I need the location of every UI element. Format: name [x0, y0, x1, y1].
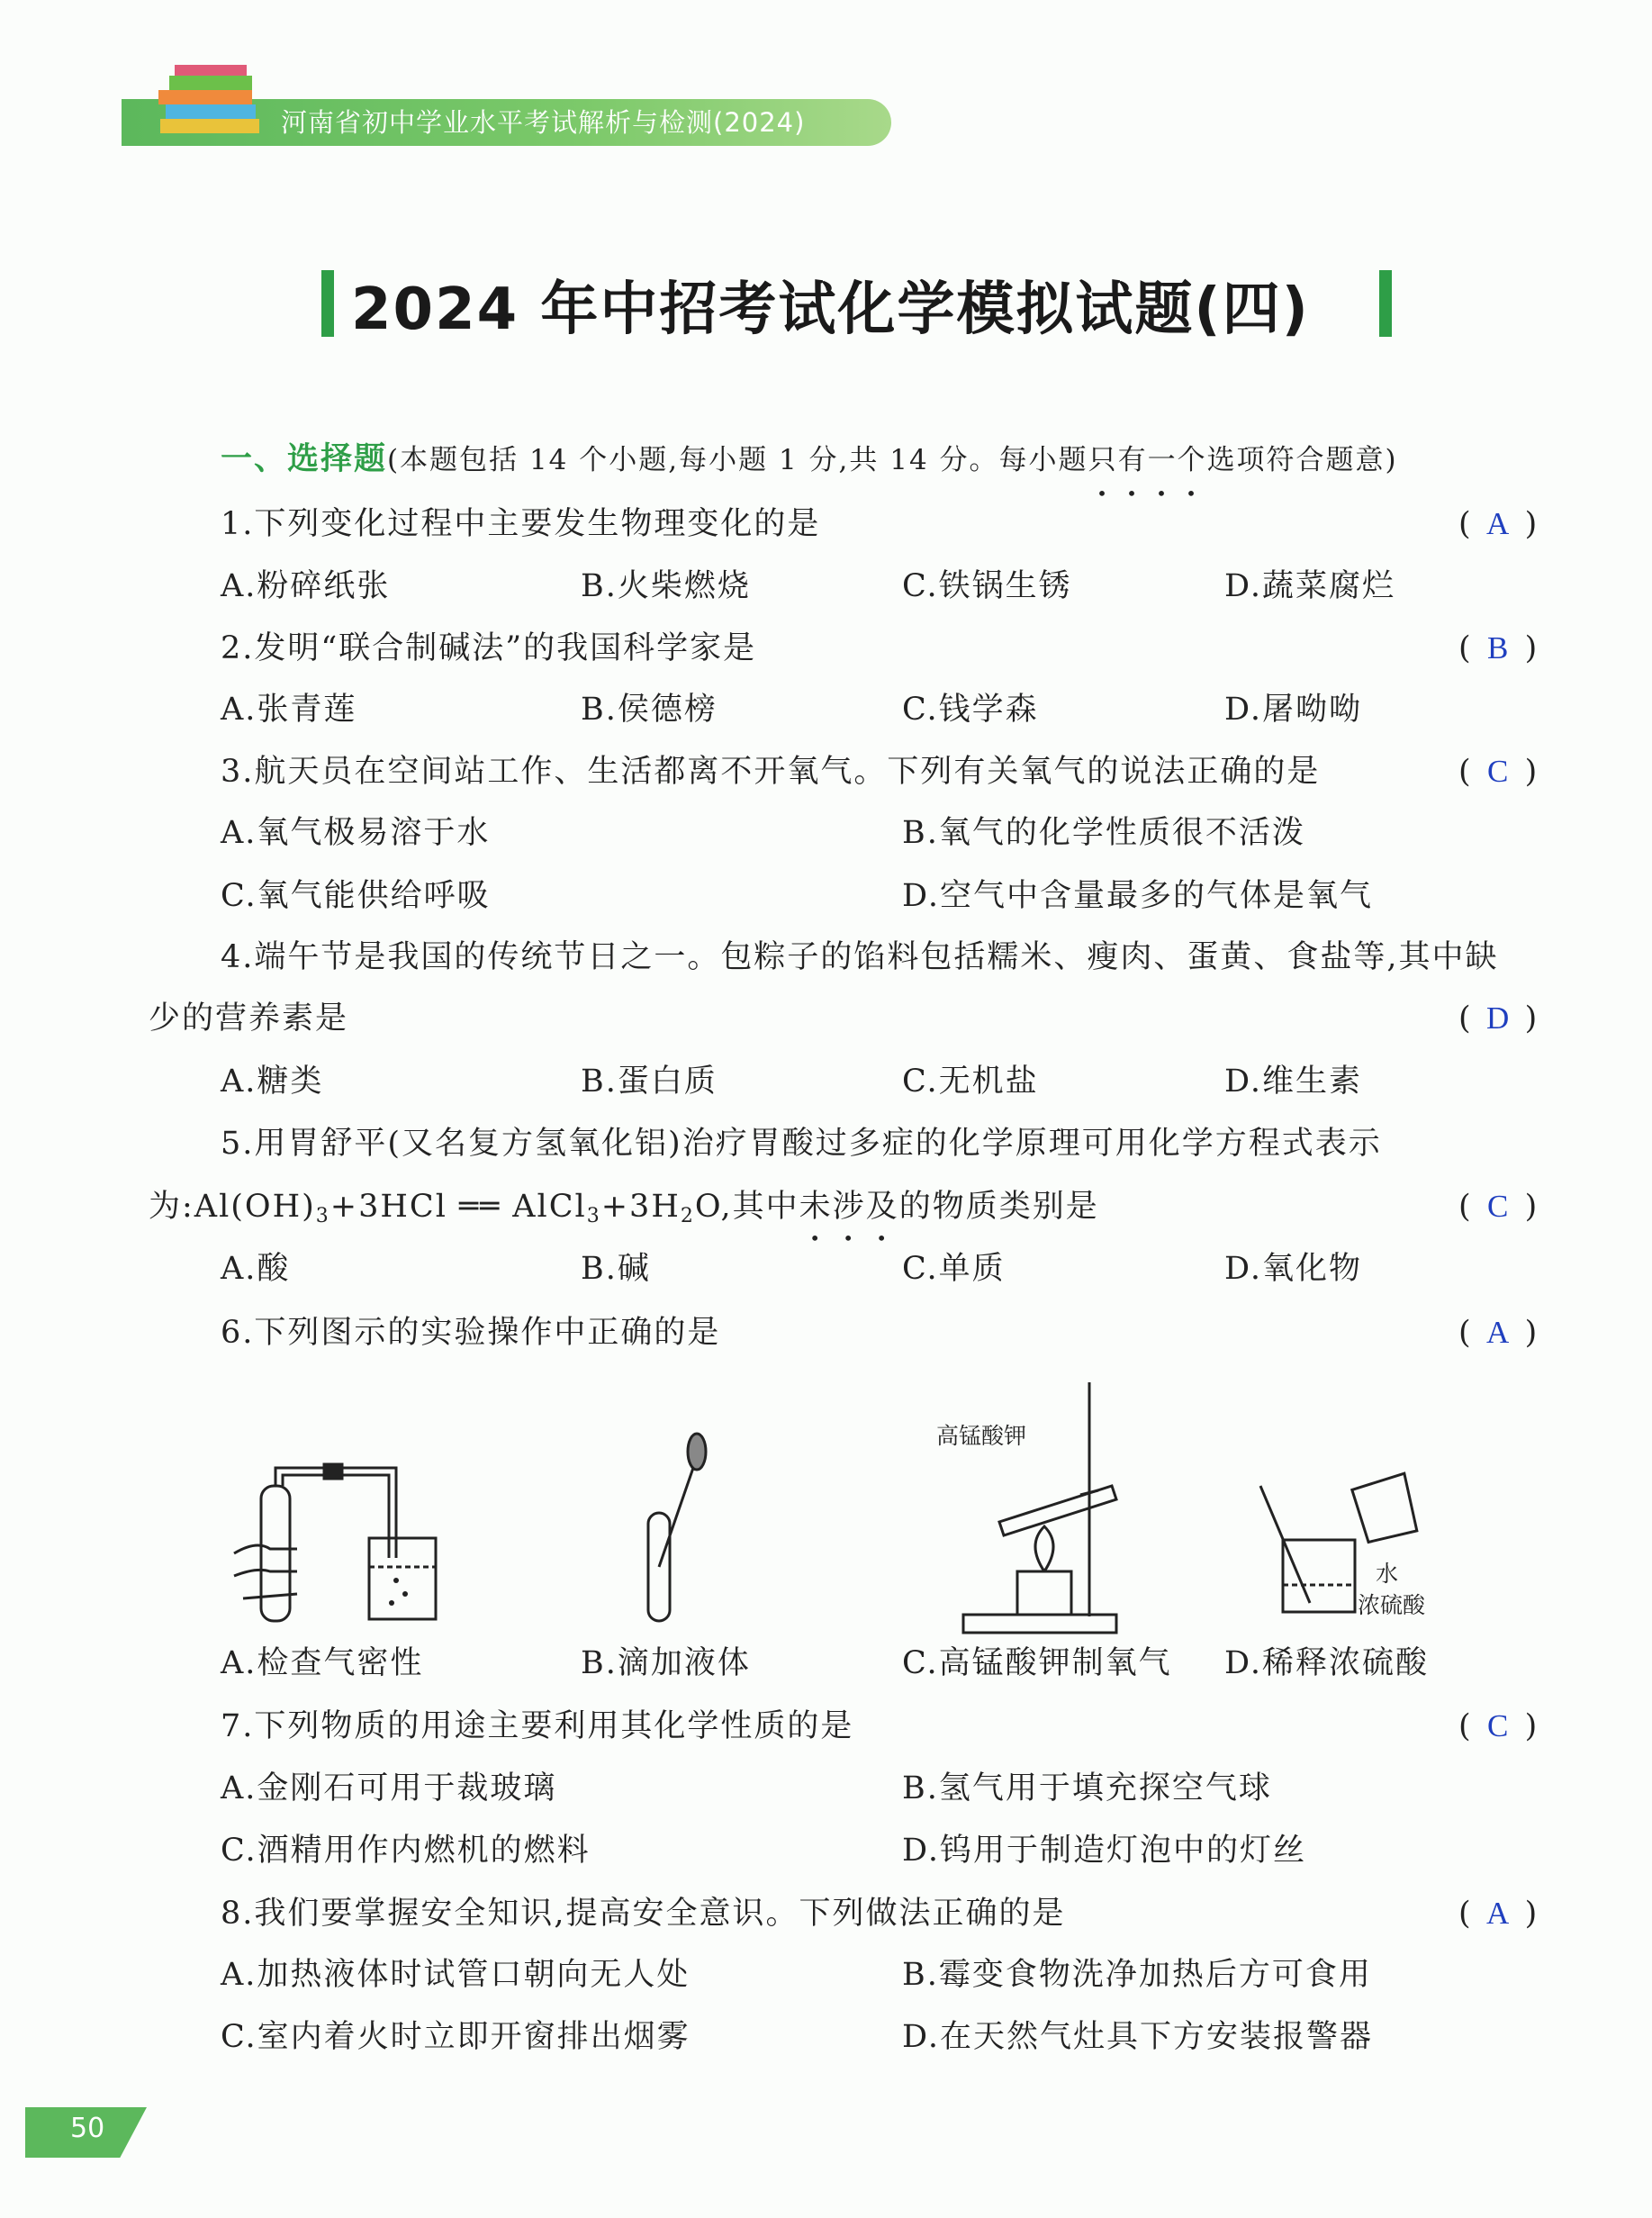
section-title: 一、选择题 — [221, 441, 388, 477]
title-bar-left — [321, 270, 334, 337]
question-4-answer: ( D ) — [1458, 996, 1537, 1041]
option: B.火柴燃烧 — [581, 568, 751, 604]
option: C.单质 — [902, 1251, 1006, 1287]
question-6-stem: 6.下列图示的实验操作中正确的是 — [221, 1315, 721, 1351]
equation-part: +3H — [600, 1189, 681, 1225]
option: B.霉变食物洗净加热后方可食用 — [902, 1957, 1372, 1993]
books-icon — [151, 56, 268, 146]
option: A.加热液体时试管口朝向无人处 — [221, 1957, 691, 1993]
option: B.氧气的化学性质很不活泼 — [902, 815, 1305, 851]
option: C.氧气能供给呼吸 — [221, 878, 491, 914]
question-5-equation — [149, 1184, 1099, 1239]
title-bar-right — [1379, 270, 1392, 337]
option: B.碱 — [581, 1251, 651, 1287]
answer-letter: C — [1486, 1189, 1509, 1224]
question-7-answer: ( C ) — [1458, 1704, 1537, 1749]
question-4-stem-cont: 少的营养素是 — [149, 1000, 349, 1037]
dotted-emphasis: 未涉及 — [799, 1189, 899, 1225]
section-header — [221, 437, 1398, 483]
question-8-stem: 8.我们要掌握安全知识,提高安全意识。下列做法正确的是 — [221, 1896, 1066, 1932]
option: A.酸 — [221, 1251, 291, 1287]
question-4-stem: 4.端午节是我国的传统节日之一。包粽子的馅料包括糯米、瘦肉、蛋黄、食盐等,其中缺 — [221, 939, 1499, 975]
answer-letter: D — [1486, 1000, 1510, 1036]
answer-letter: A — [1486, 1315, 1510, 1350]
question-8-answer: ( A ) — [1458, 1891, 1537, 1936]
question-5-stem: 5.用胃舒平(又名复方氢氧化铝)治疗胃酸过多症的化学原理可用化学方程式表示 — [221, 1126, 1382, 1162]
section-note-before: (本题包括 14 个小题,每小题 1 分,共 14 分。每小题 — [387, 444, 1088, 476]
figure-kmno4-oxygen — [954, 1373, 1152, 1643]
question-1-stem: 1.下列变化过程中主要发生物理变化的是 — [221, 506, 821, 542]
equation-part: O,其中 — [694, 1189, 799, 1225]
question-5-answer: ( C ) — [1458, 1184, 1537, 1229]
option: D.在天然气灶具下方安装报警器 — [902, 2019, 1373, 2055]
question-1-answer: ( A ) — [1458, 502, 1537, 547]
answer-letter: C — [1486, 754, 1509, 789]
option: D.蔬菜腐烂 — [1224, 568, 1395, 604]
option: A.金刚石可用于裁玻璃 — [221, 1770, 557, 1806]
option: A.粉碎纸张 — [221, 568, 391, 604]
option: B.蛋白质 — [581, 1064, 718, 1100]
question-3-answer: ( C ) — [1458, 749, 1537, 794]
option: C.室内着火时立即开窗排出烟雾 — [221, 2019, 691, 2055]
option: A.糖类 — [221, 1064, 324, 1100]
option: D.钨用于制造灯泡中的灯丝 — [902, 1833, 1306, 1869]
answer-letter: A — [1486, 506, 1510, 541]
option: A.检查气密性 — [221, 1645, 424, 1681]
option: B.滴加液体 — [581, 1645, 751, 1681]
equation-part: +3HCl ══ AlCl — [329, 1189, 587, 1225]
option: D.空气中含量最多的气体是氧气 — [902, 878, 1373, 914]
answer-letter: A — [1486, 1896, 1510, 1931]
subscript: 3 — [586, 1205, 601, 1227]
subscript: 2 — [680, 1205, 695, 1227]
answer-letter: C — [1486, 1708, 1509, 1743]
option: D.稀释浓硫酸 — [1224, 1645, 1429, 1681]
option: C.铁锅生锈 — [902, 568, 1072, 604]
page-number: 50 — [70, 2113, 105, 2144]
option: C.高锰酸钾制氧气 — [902, 1645, 1172, 1681]
figure-label-water: 水 — [1376, 1561, 1399, 1587]
header-title: 河南省初中学业水平考试解析与检测(2024) — [281, 107, 806, 138]
option: B.氢气用于填充探空气球 — [902, 1770, 1272, 1806]
figure-label-acid: 浓硫酸 — [1358, 1592, 1426, 1618]
option: C.无机盐 — [902, 1064, 1039, 1100]
option: D.维生素 — [1224, 1064, 1362, 1100]
section-note-dotted: 只有一个 — [1088, 444, 1207, 476]
equation-part: 为:Al(OH) — [149, 1189, 316, 1225]
figure-dropping-liquid — [621, 1432, 729, 1630]
question-3-stem: 3.航天员在空间站工作、生活都离不开氧气。下列有关氧气的说法正确的是 — [221, 754, 1321, 790]
question-2-stem: 2.发明“联合制碱法”的我国科学家是 — [221, 630, 757, 666]
option: B.侯德榜 — [581, 692, 718, 728]
option: C.钱学森 — [902, 692, 1039, 728]
figure-airtightness-check — [216, 1450, 450, 1630]
question-2-answer: ( B ) — [1458, 626, 1537, 671]
answer-letter: B — [1486, 630, 1509, 665]
question-7-stem: 7.下列物质的用途主要利用其化学性质的是 — [221, 1708, 854, 1744]
equation-part: 的物质类别是 — [898, 1189, 1099, 1225]
subscript: 3 — [315, 1205, 330, 1227]
option: A.氧气极易溶于水 — [221, 815, 491, 851]
option: D.屠呦呦 — [1224, 692, 1362, 728]
section-note-after: 选项符合题意) — [1206, 444, 1398, 476]
question-6-answer: ( A ) — [1458, 1310, 1537, 1355]
page-title: 2024 年中招考试化学模拟试题(四) — [351, 276, 1310, 343]
figure-label-kmno4: 高锰酸钾 — [936, 1423, 1027, 1449]
option: C.酒精用作内燃机的燃料 — [221, 1833, 591, 1869]
option: D.氧化物 — [1224, 1251, 1362, 1287]
option: A.张青莲 — [221, 692, 357, 728]
